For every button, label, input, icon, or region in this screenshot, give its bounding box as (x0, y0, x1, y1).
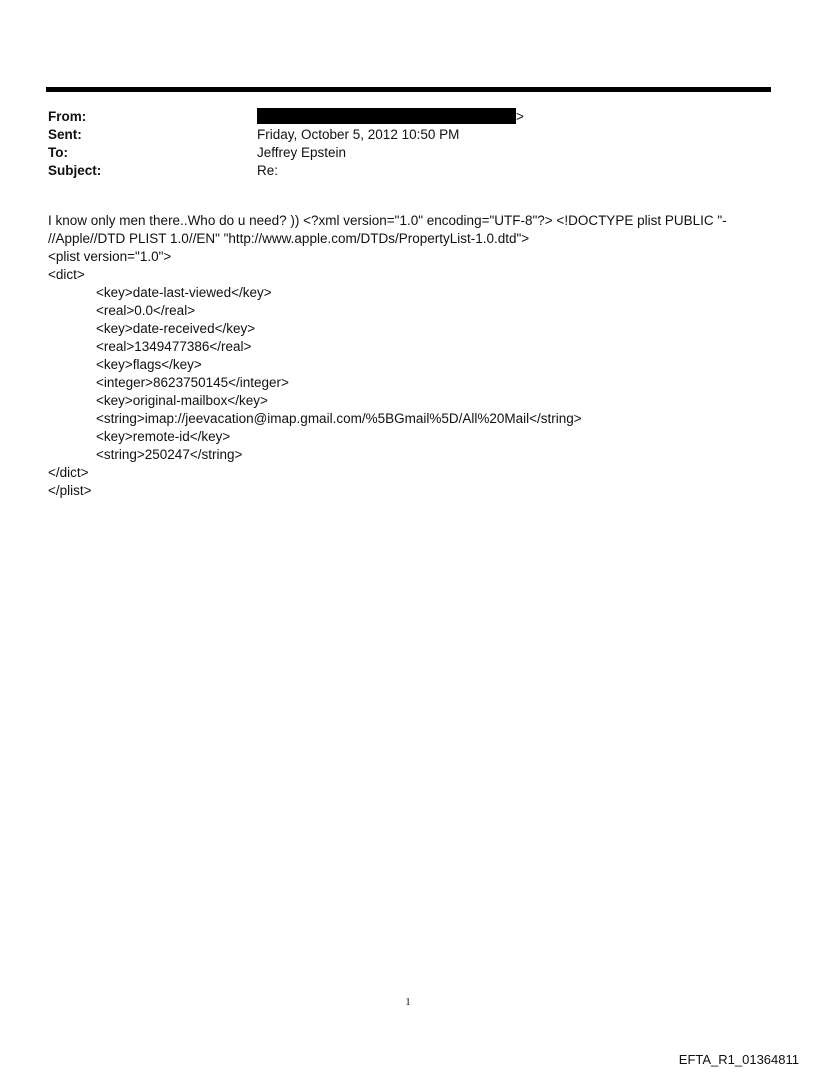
subject-label: Subject: (48, 163, 102, 178)
body-line: <string>250247</string> (96, 447, 243, 462)
from-value (257, 108, 524, 126)
document-id: EFTA_R1_01364811 (678, 1052, 799, 1067)
top-rule (46, 87, 771, 92)
page-number: 1 (405, 996, 411, 1008)
body-line: <key>original-mailbox</key> (96, 393, 268, 408)
subject-row (48, 162, 748, 180)
email-header (48, 108, 748, 180)
from-value-suffix: > (516, 109, 524, 124)
body-line: <plist version="1.0"> (48, 249, 172, 264)
body-line: <real>1349477386</real> (96, 339, 252, 354)
redaction-block (257, 108, 516, 124)
to-row (48, 144, 748, 162)
body-line: <integer>8623750145</integer> (96, 375, 289, 390)
email-body (48, 212, 738, 500)
from-label: From: (48, 109, 87, 124)
body-line: <real>0.0</real> (96, 303, 196, 318)
body-line: I know only men there..Who do u need? )) <?xml version="1.0" encoding="UTF-8"?> <!DOCTYPE plist PUBLIC "- (48, 213, 727, 228)
from-row (48, 108, 748, 126)
sent-row (48, 126, 748, 144)
body-line: <string>imap://jeevacation@imap.gmail.com/%5BGmail%5D/All%20Mail</string> (96, 411, 582, 426)
body-line: </dict> (48, 465, 89, 480)
body-line: <dict> (48, 267, 85, 282)
body-line: <key>date-last-viewed</key> (96, 285, 272, 300)
to-label: To: (48, 145, 68, 160)
body-line: <key>date-received</key> (96, 321, 256, 336)
to-value: Jeffrey Epstein (257, 145, 347, 160)
body-line: //Apple//DTD PLIST 1.0//EN" "http://www.apple.com/DTDs/PropertyList-1.0.dtd"> (48, 231, 530, 246)
sent-label: Sent: (48, 127, 82, 142)
sent-value: Friday, October 5, 2012 10:50 PM (257, 127, 460, 142)
subject-value: Re: (257, 163, 279, 178)
body-line: <key>flags</key> (96, 357, 202, 372)
body-line: </plist> (48, 483, 92, 498)
body-line: <key>remote-id</key> (96, 429, 231, 444)
